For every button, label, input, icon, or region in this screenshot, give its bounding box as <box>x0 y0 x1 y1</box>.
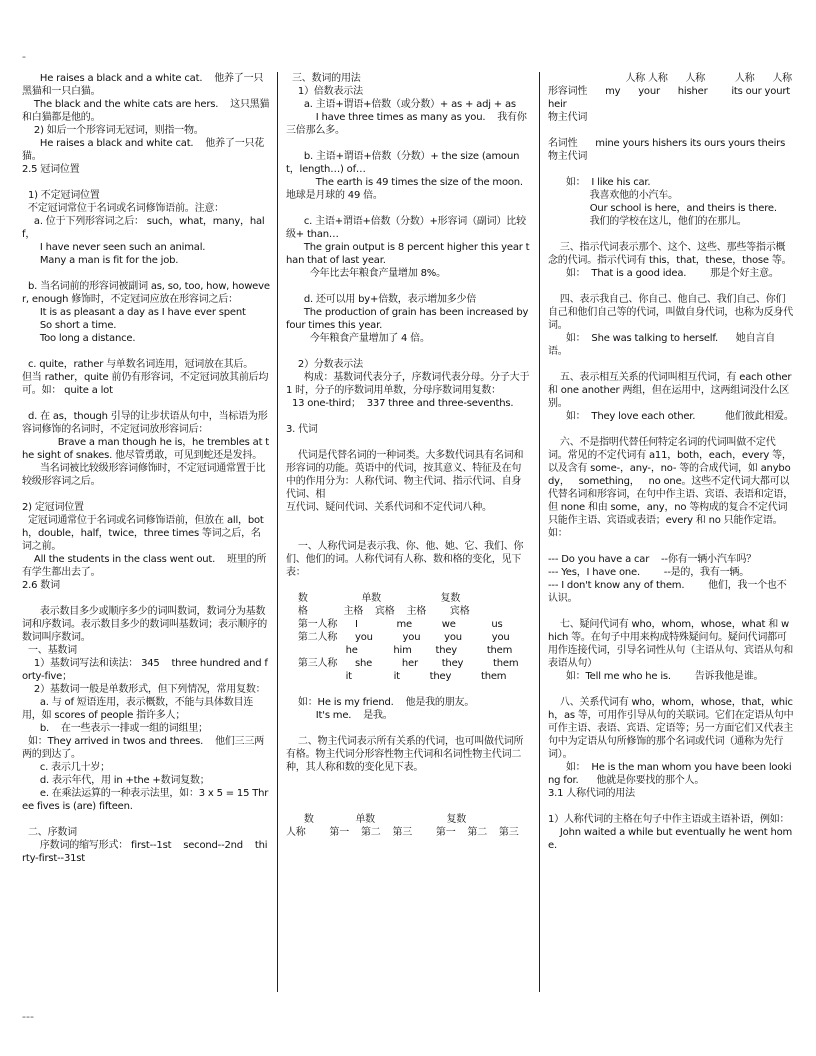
text-line: 三、数词的用法 <box>286 73 361 84</box>
text-line: 如： He is the man whom you have been looking for. 他就是你要找的那个人。 <box>548 762 792 786</box>
text-line: I have never seen such an animal. <box>22 242 206 253</box>
text-line: 二、物主代词表示所有关系的代词，也可叫做代词所有格。物主代词分形容性物主代词和名词性物主代词二种，其人称和数的变化见下表。 <box>286 736 524 773</box>
top-page-mark: - <box>22 50 26 63</box>
text-line: d. 在 as，though 引导的让步状语从句中，当标语为形容词修饰的名词时，不定冠词放形容词后： <box>22 411 268 435</box>
text-line <box>548 605 794 618</box>
text-line: 今年比去年粮食产量增加 8%。 <box>286 268 446 279</box>
text-line <box>548 800 794 813</box>
text-line: 构成：基数词代表分子，序数词代表分母。分子大于 1 时，分子的序数词用单数，分母序数词用复数： <box>286 372 533 396</box>
text-line: 今年粮食产量增加了 4 倍。 <box>286 333 430 344</box>
column-divider-right <box>539 72 540 992</box>
text-line: 2) 如后一个形容词无冠词，则指一物。 <box>22 125 204 136</box>
text-line: 互代词、疑问代词、关系代词和不定代词八种。 <box>286 502 492 513</box>
text-line: 数 单数 复数 <box>286 814 467 825</box>
text-line: d. 还可以用 by+倍数，表示增加多少倍 <box>286 294 477 305</box>
text-line: 1) 不定冠词位置 <box>22 190 100 201</box>
text-line: 一、基数词 <box>22 645 77 656</box>
text-line: e. 在乘法运算的一种表示法里，如：3 x 5 = 15 Three fives is (are) fifteen. <box>22 788 269 812</box>
text-line: a. 主语+谓语+倍数（或分数）+ as + adj + as <box>286 99 516 110</box>
text-line: 第一人称 I me we us <box>286 619 503 630</box>
text-line: 格 主格 宾格 主格 宾格 <box>286 606 470 617</box>
text-line: 第三人称 she her they them <box>286 658 519 669</box>
text-line: 第二人称 you you you you <box>286 632 510 643</box>
text-line: Many a man is fit for the job. <box>22 255 179 266</box>
text-line: He raises a black and white cat. 他养了一只花猫。 <box>22 138 265 162</box>
text-line: 我们的学校在这儿，他们的在那儿。 <box>548 216 747 227</box>
text-line: 我喜欢他的小汽车。 <box>548 190 678 201</box>
text-line: 如： That is a good idea. 那是个好主意。 <box>548 268 779 279</box>
text-line <box>286 514 530 527</box>
text-line <box>286 410 530 423</box>
text-line: c. 主语+谓语+倍数（分数）+形容词（副词）比较级+ than… <box>286 216 526 240</box>
text-line: --- I don't know any of them. 他们，我一个也不认识。 <box>548 580 787 604</box>
column-divider-left <box>277 72 278 992</box>
text-line <box>286 787 530 800</box>
text-line <box>22 267 270 280</box>
text-line <box>286 280 530 293</box>
text-line: --- Do you have a car --你有一辆小汽车吗？ <box>548 554 757 565</box>
text-line: 如：Tell me who he is. 告诉我他是谁。 <box>548 671 764 682</box>
text-line: 2）基数词一般是单数形式，但下列情况，常用复数： <box>22 684 266 695</box>
text-line: I have three times as many as you. 我有你三倍那么多。 <box>286 112 527 136</box>
text-line: 如： She was talking to herself. 她自言自语。 <box>548 333 776 357</box>
text-line: 序数词的缩写形式： first--1st second--2nd thirty-first--31st <box>22 840 268 864</box>
text-line <box>286 683 530 696</box>
text-line <box>548 280 794 293</box>
text-line: 2) 定冠词位置 <box>22 502 84 513</box>
text-line: 13 one-third； 337 three and three-sevenths. <box>286 398 514 409</box>
text-line: Too long a distance. <box>22 333 136 344</box>
text-line <box>22 592 270 605</box>
text-line: All the students in the class went out. 班里的所有学生都出去了。 <box>22 554 267 578</box>
text-line: c. 表示几十岁； <box>22 762 110 773</box>
text-line <box>286 436 530 449</box>
text-line: 形容词性 my your hisher its our yourtheir <box>548 86 790 110</box>
text-line: So short a time. <box>22 320 117 331</box>
text-line <box>548 540 794 553</box>
text-line: 名词性 mine yours hishers its ours yours theirs <box>548 138 786 149</box>
text-line: 2.5 冠词位置 <box>22 164 80 175</box>
text-line <box>22 345 270 358</box>
text-line: 七、疑问代词有 who，whom，whose，what 和 which 等。在句子中用来构成特殊疑问句。疑问代词都可用作连接代词，引导名词性从句（主语从句、宾语从句和表语从句） <box>548 619 793 669</box>
text-line: 定冠词通常位于名词或名词修饰语前，但放在 all，both，double，half，twice，three times 等词之后，名词之前。 <box>22 515 264 552</box>
text-line: The production of grain has been increased by four times this year. <box>286 307 532 331</box>
text-line: --- Yes，I have one. --是的，我有一辆。 <box>548 567 750 578</box>
text-line: b. 主语+谓语+倍数（分数）+ the size (amount，length…) of… <box>286 151 520 175</box>
column-middle <box>286 72 535 839</box>
text-line: 代词是代替名词的一种词类。大多数代词具有名词和形容词的功能。英语中的代词，按其意义、特征及在句中的作用分为：人称代词、物主代词、指示代词、自身代词、相 <box>286 450 524 500</box>
text-line <box>22 813 270 826</box>
text-line <box>286 800 530 813</box>
text-line <box>286 527 530 540</box>
text-line: it it they them <box>286 671 507 682</box>
text-line: 2）分数表示法 <box>286 359 363 370</box>
text-line: 1）人称代词的主格在句子中作主语或主语补语，例如： <box>548 814 790 825</box>
text-line: c. quite，rather 与单数名词连用，冠词放在其后。 <box>22 359 254 370</box>
text-line: 五、表示相互关系的代词叫相互代词，有 each other 和 one another 两组，但在运用中，这两组词没什么区别。 <box>548 372 795 409</box>
text-line: 不定冠词常位于名词或名词修饰语前。注意： <box>22 203 224 214</box>
text-line: 但当 rather，quite 前仍有形容词，不定冠词放其前后均可。如： quite a lot <box>22 372 269 396</box>
text-line: He raises a black and a white cat. 他养了一只黑猫和一只白猫。 <box>22 73 264 97</box>
text-line: It is as pleasant a day as I have ever spent <box>22 307 246 318</box>
text-line <box>286 722 530 735</box>
text-line: The black and the white cats are hers. 这只黑猫和白猫都是他的。 <box>22 99 270 123</box>
text-line: 四、表示我自己、你自己、他自己、我们自己、你们自己和他们自己等的代词，叫做自身代词，也称为反身代词。 <box>548 294 793 331</box>
text-line: 人称 人称 人称 人称 人称 <box>548 73 792 84</box>
text-line: 六、不是指明代替任何特定名词的代词叫做不定代词。常见的不定代词有 a11，both，each，every 等，以及含有 some-，any-，no- 等的合成代词，如 anybody， something， no one。这些不定代词大都可以代替名词和形容词，在句中作主语、宾语、表语和定语，但 none 和由 some，any，no 等构成的复合不定代词只能作主语、宾语或表语；every 和 no 只能作定语。如： <box>548 437 793 539</box>
text-line: 如： I like his car. <box>548 177 651 188</box>
text-line: b. 在一些表示一排或一组的词组里； <box>22 723 208 734</box>
text-line <box>286 774 530 787</box>
text-line: 人称 第一 第二 第三 第一 第二 第三 <box>286 827 519 838</box>
text-line <box>286 345 530 358</box>
text-line: d. 表示年代，用 in +the +数词复数； <box>22 775 210 786</box>
text-line: John waited a while but eventually he went home. <box>548 827 793 851</box>
text-line <box>286 137 530 150</box>
text-line <box>548 228 794 241</box>
text-line: 1）基数词写法和读法： 345 three hundred and forty-five； <box>22 658 268 682</box>
text-line: 数 单数 复数 <box>286 593 461 604</box>
text-line: a. 与 of 短语连用，表示概数，不能与具体数目连用，如 scores of people 指许多人； <box>22 697 254 721</box>
text-line: 物主代词 <box>548 112 588 123</box>
text-line: 八、关系代词有 who，whom，whose，that，which，as 等，可用作引导从句的关联词。它们在定语从句中可作主语、表语、宾语、定语等；另一方面它们又代表主句中为定语从句所修饰的那个名词或代词（通称为先行词）。 <box>548 697 794 760</box>
text-line: Our school is here，and theirs is there. <box>548 203 777 214</box>
text-line: 如：He is my friend. 他是我的朋友。 <box>286 697 475 708</box>
text-line: It's me. 是我。 <box>286 710 393 721</box>
text-line: 3.1 人称代词的用法 <box>548 788 635 799</box>
text-line: 三、指示代词表示那个、这个、这些、那些等指示概念的代词。指示代词有 this，that，these，those 等。 <box>548 242 792 266</box>
text-line <box>286 202 530 215</box>
text-line: a. 位于下列形容词之后： such，what，many，half， <box>22 216 265 240</box>
column-right <box>548 72 794 852</box>
text-line <box>548 683 794 696</box>
text-line: The grain output is 8 percent higher this year than that of last year. <box>286 242 530 266</box>
text-line <box>548 163 794 176</box>
text-line <box>548 124 794 137</box>
text-line: 二、序数词 <box>22 827 77 838</box>
text-line: 如： They love each other. 他们彼此相爱。 <box>548 411 794 422</box>
text-line: 3. 代词 <box>286 424 318 435</box>
text-line: he him they them <box>286 645 513 656</box>
text-line: b. 当名词前的形容词被副词 as, so, too, how, however, enough 修饰时，不定冠词应放在形容词之后： <box>22 281 270 305</box>
text-line: 表示数目多少或顺序多少的词叫数词，数词分为基数词和序数词。表示数目多少的数词叫基数词；表示顺序的数词叫序数词。 <box>22 606 267 643</box>
column-left <box>22 72 270 865</box>
text-line: 1）倍数表示法 <box>286 86 363 97</box>
text-line: 物主代词 <box>548 151 588 162</box>
text-line: The earth is 49 times the size of the moon. 地球是月球的 49 倍。 <box>286 177 535 201</box>
text-line <box>22 176 270 189</box>
text-line <box>22 397 270 410</box>
text-line <box>22 488 270 501</box>
bottom-page-mark: --- <box>22 1010 34 1023</box>
text-line: 一、人称代词是表示我、你、他、她、它、我们、你们、他们的词。人称代词有人称、数和格的变化，见下表： <box>286 541 524 578</box>
text-line: Brave a man though he is，he trembles at the sight of snakes. 他尽管勇敢，可见到蛇还是发抖。 <box>22 437 270 461</box>
text-line: 2.6 数词 <box>22 580 60 591</box>
text-line <box>286 579 530 592</box>
text-line: 如：They arrived in twos and threes. 他们三三两两的到达了。 <box>22 736 265 760</box>
text-line <box>548 423 794 436</box>
text-line <box>548 358 794 371</box>
text-line: 当名词被比较级形容词修饰时，不定冠词通常置于比较级形容词之后。 <box>22 463 266 487</box>
